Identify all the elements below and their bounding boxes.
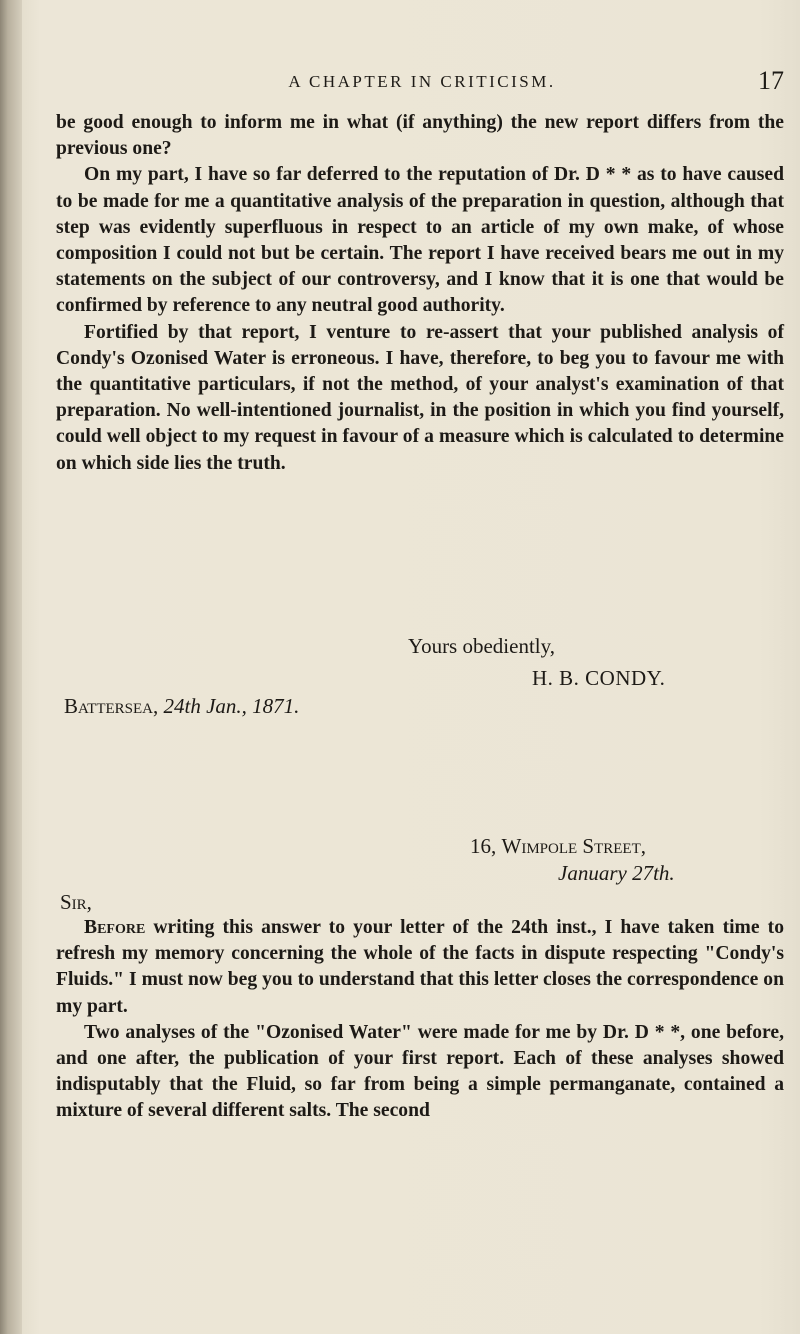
running-head — [60, 66, 784, 96]
letter-two-paragraph-1-text: writing this answer to your letter of the 24th inst., I have taken time to refresh my memory concerning the whole of the facts in dispute respecting "Condy's Fluids." I must now beg you to understand that this letter closes the correspondence on my part. — [56, 917, 784, 1017]
letter-one-place-date — [64, 694, 299, 719]
letter-one-signature: H. B. CONDY. — [532, 666, 666, 690]
letter-two-opening-word: Before — [84, 917, 146, 938]
letter-two-address-street: Wimpole Street, — [501, 834, 646, 858]
letter-one-body — [56, 110, 784, 477]
letter-two-paragraph-2: Two analyses of the "Ozonised Water" were made for me by Dr. D * *, one before, and one after, the publication of your first report. Each of these analyses showed indisputably that the Fluid, so far from being a simple permanganate, contained a mixture of several different salts. The second — [56, 1021, 784, 1122]
letter-two-address — [470, 834, 646, 859]
letter-two-address-number: 16, — [470, 834, 497, 858]
letter-two-paragraph-1 — [56, 915, 784, 1020]
letter-one-date: 24th Jan., 1871. — [163, 694, 300, 718]
page-number: 17 — [758, 66, 784, 95]
letter-one-paragraph-3: Fortified by that report, I venture to re-assert that your published analysis of Condy's Ozonised Water is erroneous. I have, therefore, to beg you to favour me with the quantitative particulars, if not the method, of your analyst's examination of that preparation. No well-intentioned journalist, in the position in which you find yourself, could well object to my request in favour of a measure which is calculated to determine on which side lies the truth. — [56, 321, 784, 474]
letter-two-salutation: Sir, — [60, 890, 92, 914]
letter-one-closing: Yours obediently, — [408, 634, 556, 658]
letter-one-paragraph-2: On my part, I have so far deferred to the reputation of Dr. D * * as to have caused to be made for me a quantitative analysis of the preparation in question, although that step was evidently superfluous in respect to an article of my own make, of whose composition I could not but be certain. The report I have received bears me out in my statements on the subject of our controversy, and I know that it is one that would be confirmed by reference to any neutral good authority. — [56, 164, 784, 317]
letter-two-body — [56, 915, 784, 1125]
book-spine-shadow — [0, 0, 22, 1334]
letter-one-place: Battersea, — [64, 694, 159, 718]
letter-two-date: January 27th. — [558, 861, 675, 885]
running-head-title: A CHAPTER IN CRITICISM. — [288, 72, 556, 91]
letter-one-paragraph-1: be good enough to inform me in what (if anything) the new report differs from the previous one? — [56, 112, 784, 160]
